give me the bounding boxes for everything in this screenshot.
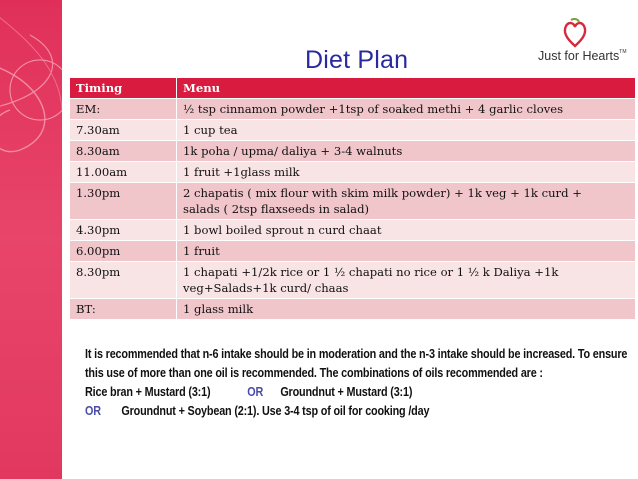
menu-cell: ½ tsp cinnamon powder +1tsp of soaked methi + 4 garlic cloves	[177, 99, 636, 120]
timing-cell: 8.30am	[70, 141, 177, 162]
just-for-hearts-logo	[538, 18, 634, 74]
table-row	[70, 241, 636, 262]
or-label: OR	[85, 403, 101, 418]
timing-cell: 8.30pm	[70, 262, 177, 299]
table-row	[70, 141, 636, 162]
timing-cell: 6.00pm	[70, 241, 177, 262]
table-row	[70, 183, 636, 220]
timing-cell: 1.30pm	[70, 183, 177, 220]
heart-logo-icon	[562, 18, 588, 48]
oil-recommendation-note	[85, 344, 630, 420]
table-row	[70, 120, 636, 141]
timing-cell: 4.30pm	[70, 220, 177, 241]
timing-cell: 11.00am	[70, 162, 177, 183]
table-row	[70, 99, 636, 120]
decorative-left-band	[0, 0, 62, 479]
timing-cell: 7.30am	[70, 120, 177, 141]
header-menu: Menu	[177, 78, 636, 99]
table-row	[70, 220, 636, 241]
page-title: Diet Plan	[305, 46, 409, 74]
note-line-1: It is recommended that n-6 intake should be in moderation and the n-3 intake should be increased. To ensure	[85, 346, 628, 361]
table-row	[70, 162, 636, 183]
timing-cell: BT:	[70, 299, 177, 320]
table-row	[70, 262, 636, 299]
menu-cell: 1k poha / upma/ daliya + 3-4 walnuts	[177, 141, 636, 162]
diet-table	[69, 77, 636, 320]
menu-cell: 1 bowl boiled sprout n curd chaat	[177, 220, 636, 241]
note-line-2: this use of more than one oil is recommended. The combinations of oils recommended are :	[85, 365, 543, 380]
or-label: OR	[247, 384, 264, 399]
logo-text: Just for Hearts™	[538, 49, 627, 63]
menu-cell: 2 chapatis ( mix flour with skim milk powder) + 1k veg + 1k curd + salads ( 2tsp flaxseeds in salad)	[177, 183, 636, 220]
menu-cell: 1 fruit	[177, 241, 636, 262]
note-line-4: OR Groundnut + Soybean (2:1). Use 3-4 tsp of oil for cooking /day	[85, 403, 430, 418]
menu-cell: 1 fruit +1glass milk	[177, 162, 636, 183]
note-line-3: Rice bran + Mustard (3:1) OR Groundnut + Mustard (3:1)	[85, 384, 413, 399]
decorative-swirl	[0, 0, 62, 479]
timing-cell: EM:	[70, 99, 177, 120]
header-timing: Timing	[70, 78, 177, 99]
table-row	[70, 299, 636, 320]
menu-cell: 1 glass milk	[177, 299, 636, 320]
table-header-row	[70, 78, 636, 99]
menu-cell: 1 chapati +1/2k rice or 1 ½ chapati no rice or 1 ½ k Daliya +1k veg+Salads+1k curd/ chaas	[177, 262, 636, 299]
menu-cell: 1 cup tea	[177, 120, 636, 141]
